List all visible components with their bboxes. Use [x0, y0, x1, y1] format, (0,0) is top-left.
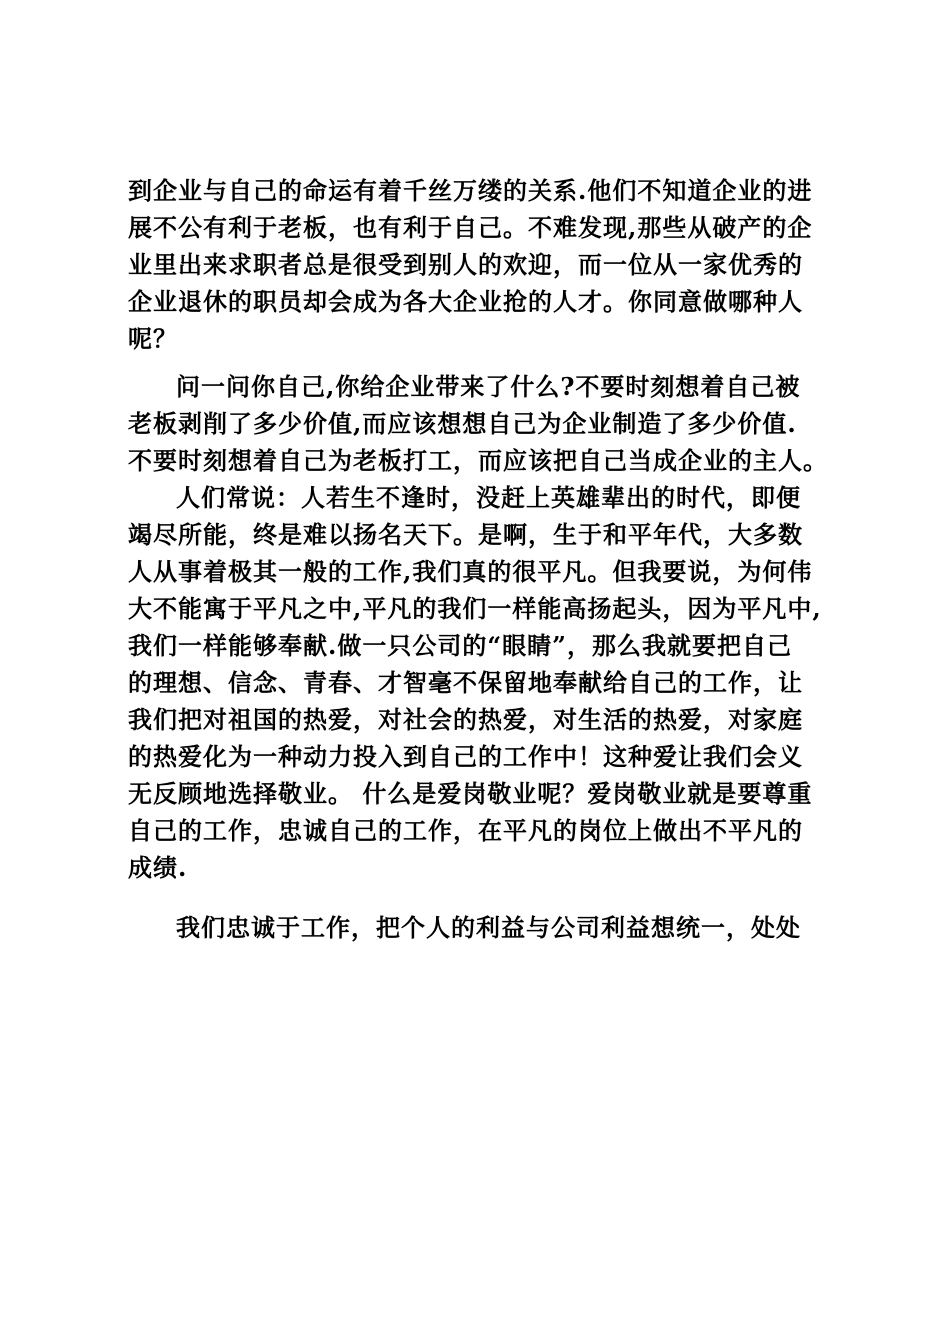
text-line: 人们常说：人若生不逢时，没赶上英雄辈出的时代，即便 — [176, 483, 801, 512]
text-line: 大不能寓于平凡之中,平凡的我们一样能高扬起头，因为平凡中, — [128, 594, 822, 623]
text-line: 我们把对祖国的热爱，对社会的热爱，对生活的热爱，对家庭 — [128, 705, 803, 734]
text-line: 竭尽所能，终是难以扬名天下。是啊，生于和平年代，大多数 — [128, 520, 803, 549]
text-line: 展不公有利于老板，也有利于自己。不难发现,那些从破产的企 — [128, 213, 813, 242]
text-line: 的热爱化为一种动力投入到自己的工作中！这种爱让我们会义 — [128, 742, 803, 771]
text-line: 问一问你自己,你给企业带来了什么?不要时刻想着自己被 — [176, 372, 801, 401]
body-text — [128, 172, 828, 946]
text-line: 成绩. — [128, 853, 188, 882]
text-line: 自己的工作，忠诚自己的工作，在平凡的岗位上做出不平凡的 — [128, 816, 803, 845]
text-line: 人从事着极其一般的工作,我们真的很平凡。但我要说，为何伟 — [128, 557, 813, 586]
text-line: 呢？ — [128, 324, 178, 353]
text-line: 老板剥削了多少价值,而应该想想自己为企业制造了多少价值. — [128, 409, 797, 438]
text-line: 企业退休的职员却会成为各大企业抢的人才。你同意做哪种人 — [128, 287, 803, 316]
text-line: 到企业与自己的命运有着千丝万缕的关系.他们不知道企业的进 — [128, 176, 813, 205]
text-line: 无反顾地选择敬业。 什么是爱岗敬业呢？爱岗敬业就是要尊重 — [128, 779, 813, 808]
text-line: 不要时刻想着自己为老板打工，而应该把自己当成企业的主人。 — [128, 446, 828, 475]
text-line: 的理想、信念、青春、才智毫不保留地奉献给自己的工作，让 — [128, 668, 803, 697]
text-line: 我们一样能够奉献.做一只公司的“眼睛”，那么我就要把自己 — [128, 631, 792, 660]
text-line: 业里出来求职者总是很受到别人的欢迎，而一位从一家优秀的 — [128, 250, 803, 279]
text-line: 我们忠诚于工作，把个人的利益与公司利益想统一，处处 — [176, 913, 801, 942]
